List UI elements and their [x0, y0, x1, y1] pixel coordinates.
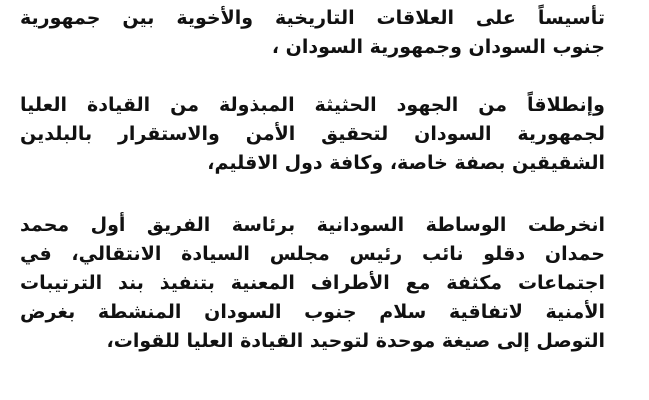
paragraph-3-line-5: التوصل إلى صيغة موحدة لتوحيد القيادة العليا للقوات، — [106, 330, 605, 352]
paragraph-2-line-3: الشقيقين بصفة خاصة، وكافة دول الاقليم، — [207, 152, 605, 174]
paragraph-2 — [20, 91, 605, 178]
paragraph-1-line-1: تأسيساً على العلاقات التاريخية والأخوية بين جمهورية — [20, 7, 605, 29]
paragraph-3-line-3: اجتماعات مكثفة مع الأطراف المعنية بتنفيذ بند الترتيبات — [20, 272, 605, 294]
paragraph-3-line-1: انخرطت الوساطة السودانية برئاسة الفريق أول محمد — [20, 214, 605, 236]
paragraph-3 — [20, 211, 605, 356]
paragraph-2-line-2: لجمهورية السودان لتحقيق الأمن والاستقرار بالبلدين — [20, 123, 605, 145]
paragraph-2-line-1: وإنطلاقاً من الجهود الحثيثة المبذولة من القيادة العليا — [20, 94, 605, 116]
paragraph-1 — [20, 4, 605, 62]
paragraph-3-line-4: الأمنية لاتفاقية سلام جنوب السودان المنشطة بغرض — [20, 301, 605, 323]
paragraph-1-line-2: جنوب السودان وجمهورية السودان ، — [271, 36, 605, 58]
paragraph-3-line-2: حمدان دقلو نائب رئيس مجلس السيادة الانتقالي، في — [20, 243, 605, 265]
